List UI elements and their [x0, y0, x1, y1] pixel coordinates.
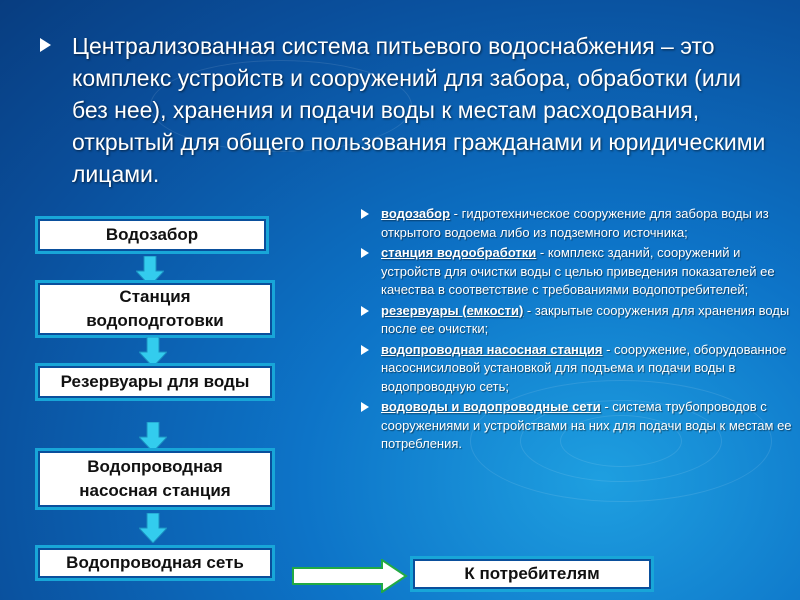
- definition-text: - закрытые сооружения для хранения воды после ее очистки;: [381, 302, 790, 336]
- definition-term: водозабор: [381, 206, 451, 221]
- destination-consumers: [410, 556, 654, 592]
- flow-step-label: Водопроводная насосная станция: [79, 457, 231, 500]
- flow-step-label: Водопроводная сеть: [66, 553, 244, 572]
- flow-step-vodozabor: [35, 216, 269, 254]
- flow-step-reservoirs: [35, 363, 275, 401]
- flow-step-label: Резервуары для воды: [60, 372, 250, 391]
- triangle-bullet-icon: [361, 306, 369, 316]
- intro-block: [40, 30, 780, 190]
- flow-step-station: [35, 280, 275, 338]
- definition-item: [357, 205, 795, 242]
- triangle-bullet-icon: [361, 402, 369, 412]
- definition-term: станция водообработки: [381, 245, 537, 260]
- triangle-bullet-icon: [361, 345, 369, 355]
- flow-step-label: Станция водоподготовки: [86, 287, 224, 330]
- definition-item: [357, 341, 795, 397]
- destination-label: К потребителям: [464, 564, 600, 583]
- triangle-bullet-icon: [361, 248, 369, 258]
- triangle-bullet-icon: [361, 209, 369, 219]
- definition-text: - комплекс зданий, сооружений и устройств для очистки воды с целью приведения показателей ее качества в соответствие с требованиями водопотребителей;: [381, 245, 775, 297]
- right-arrow-icon: [292, 559, 408, 593]
- definition-text: - гидротехническое сооружение для забора воды из открытого водоема либо из подземного источника;: [381, 206, 769, 240]
- definition-text: - система трубопроводов с сооружениями и устройствами на них для подачи воды к местам ее потребления.: [381, 399, 792, 451]
- intro-text: Централизованная система питьевого водоснабжения – это комплекс устройств и сооружений для забора, обработки (или без нее), хранения и подачи воды к местам расходования, открытый для общего пользования гражданами и юридическими лицами.: [72, 33, 766, 187]
- definition-term: резервуары (емкости): [381, 302, 524, 318]
- flow-step-label: Водозабор: [105, 225, 199, 244]
- definition-term: водоводы и водопроводные сети: [381, 399, 601, 414]
- definition-item: [357, 398, 795, 454]
- down-arrow-icon: [139, 513, 167, 543]
- definitions-list: [357, 205, 795, 456]
- flow-step-pump-station: [35, 448, 275, 510]
- flow-step-network: [35, 545, 275, 581]
- definition-term: водопроводная насосная станция: [381, 341, 603, 357]
- definition-text: - сооружение, оборудованное насоснисиловой установкой для подъема и подачи воды в водопроводную сеть;: [381, 341, 787, 394]
- definition-item: [357, 244, 795, 300]
- triangle-bullet-icon: [40, 38, 51, 52]
- definition-item: [357, 302, 795, 339]
